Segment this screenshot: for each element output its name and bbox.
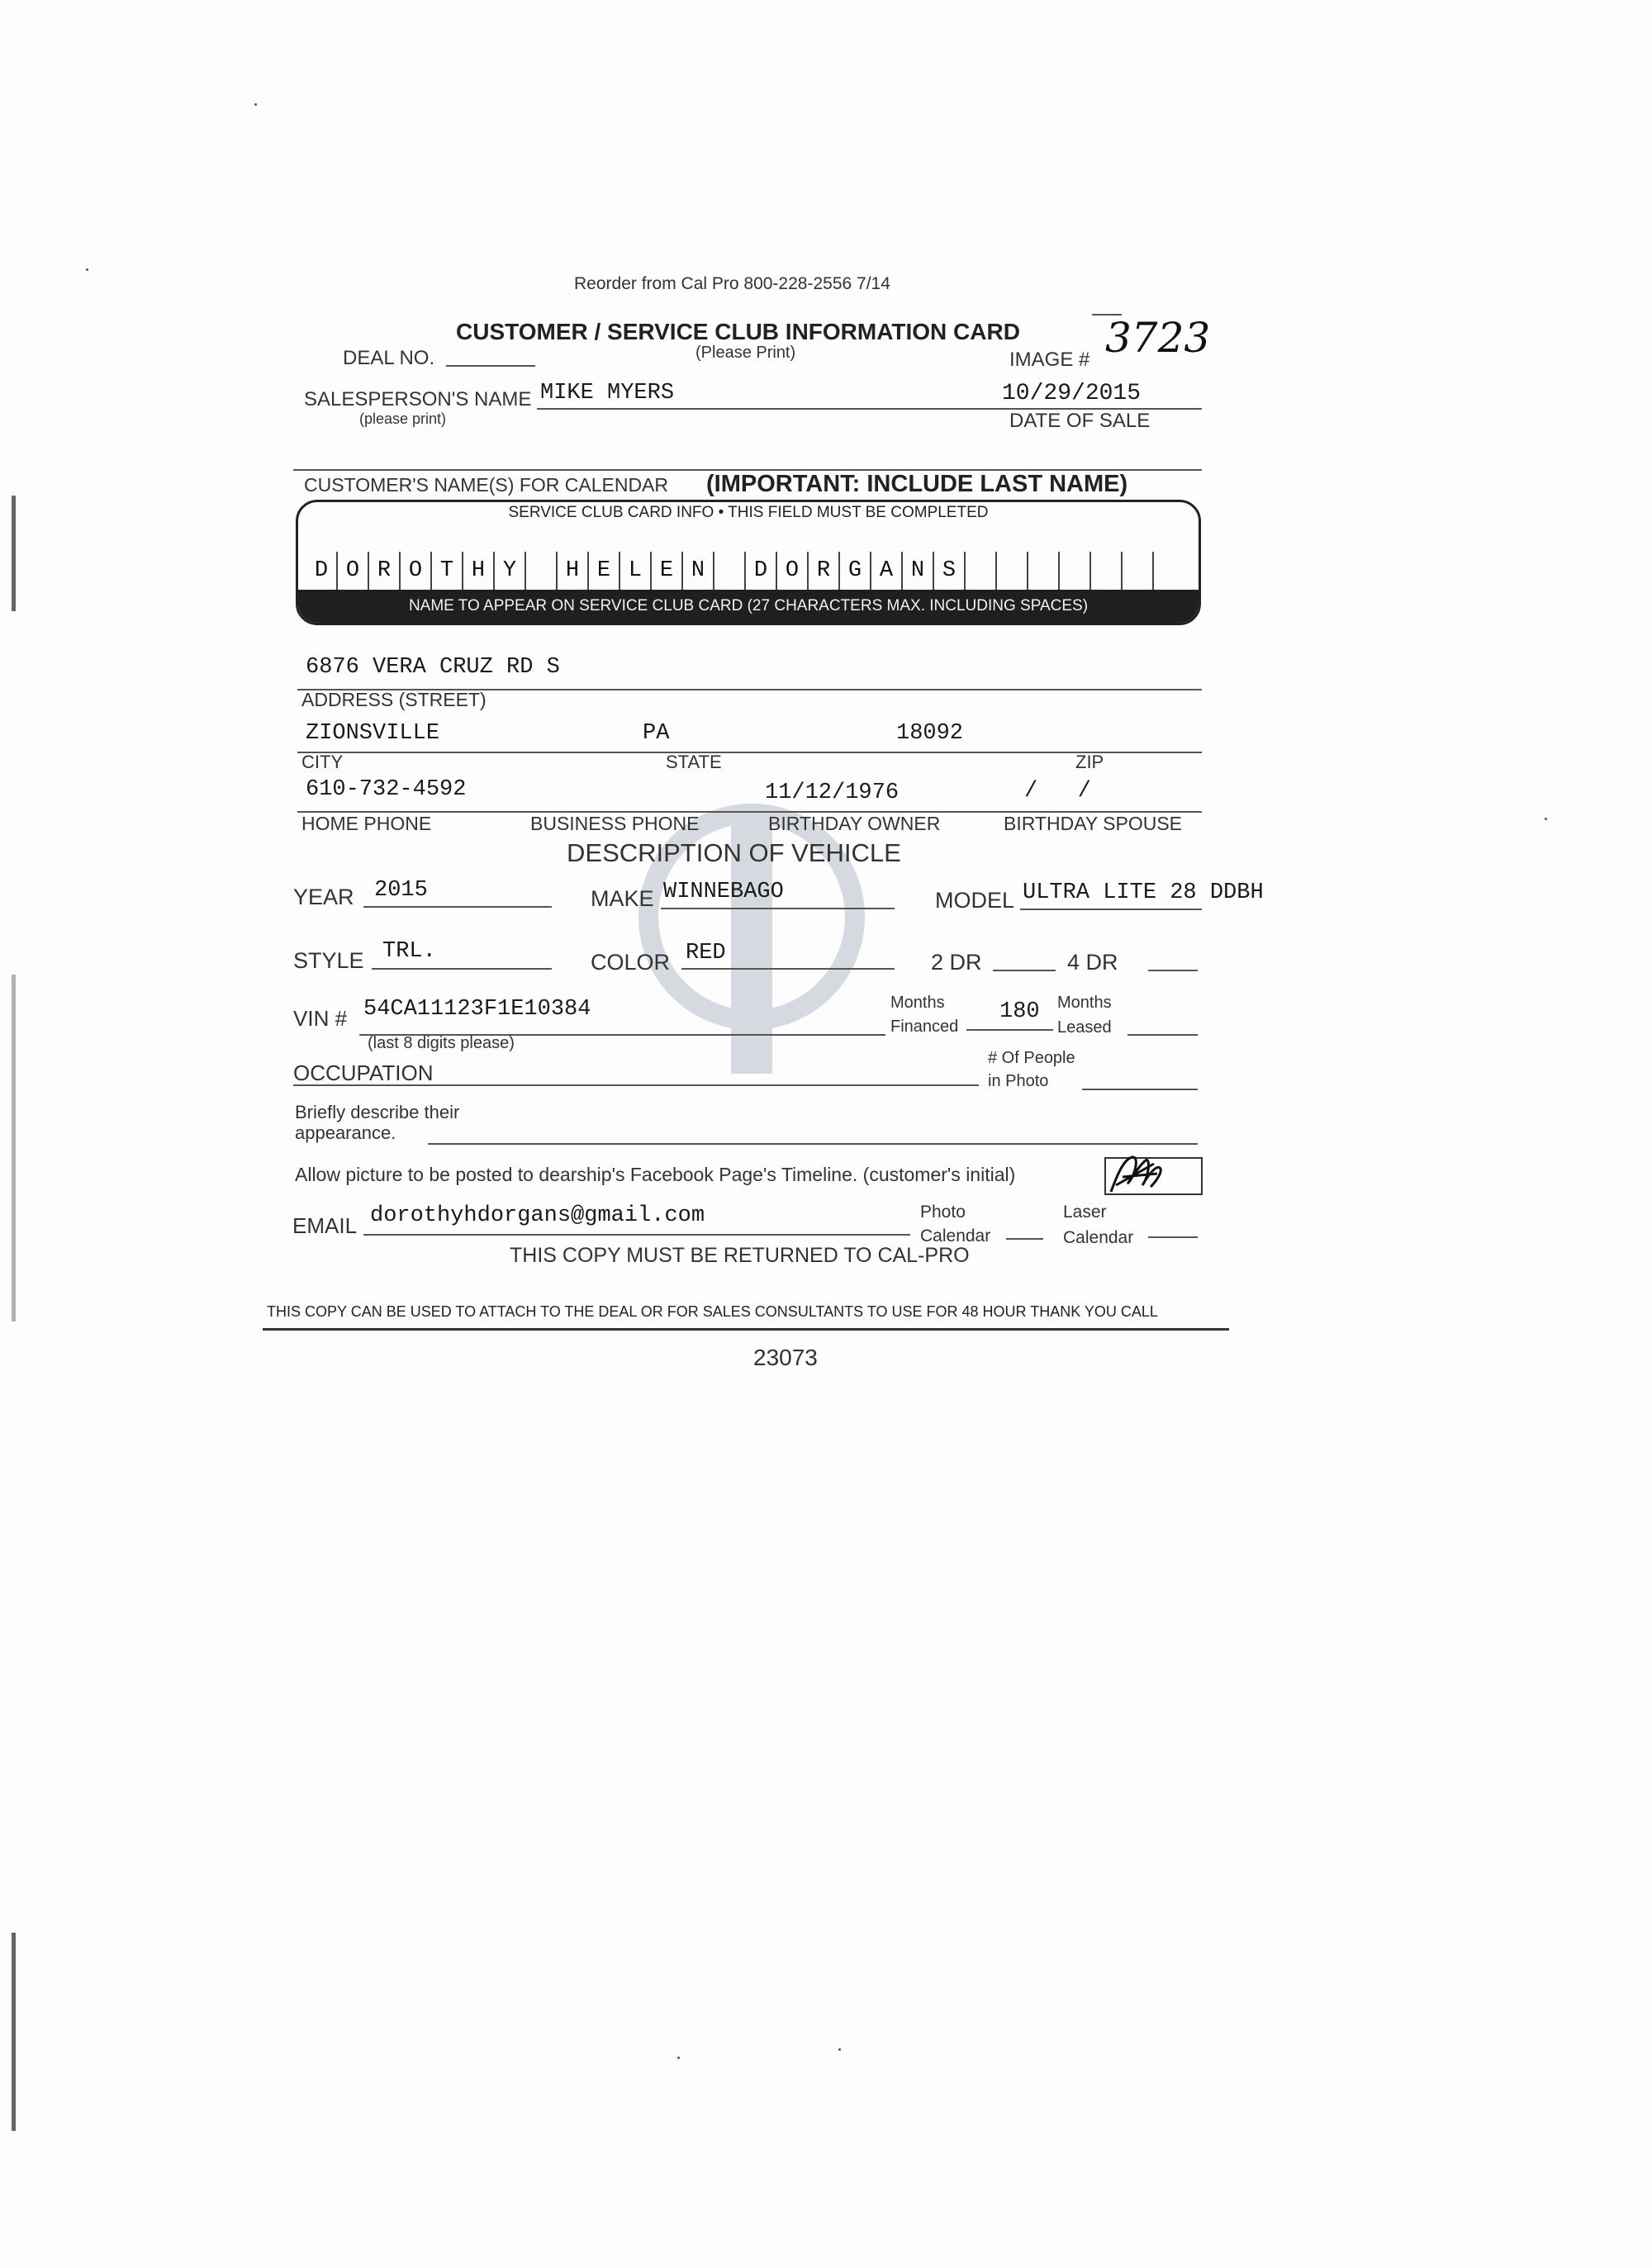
months-leased-field[interactable] [1127,1034,1198,1036]
service-club-info-label: SERVICE CLUB CARD INFO • THIS FIELD MUST BE COMPLETED [508,504,989,521]
please-print-note: (Please Print) [695,344,796,362]
model-field[interactable] [1020,909,1202,910]
card-name-char-row[interactable] [306,552,1154,590]
card-name-char-box[interactable]: D [306,552,338,590]
initial-signature-icon [1099,1149,1194,1198]
email-label: EMAIL [292,1213,358,1238]
card-name-char-box[interactable]: O [338,552,369,590]
street-address: 6876 VERA CRUZ RD S [306,655,560,680]
card-name-char-box[interactable]: O [777,552,809,590]
card-name-char-box[interactable] [1091,552,1123,590]
appearance-label-1: Briefly describe their [295,1102,460,1122]
four-door-field[interactable] [1148,970,1198,971]
form-number: 23073 [753,1345,818,1370]
card-caption-band [298,590,1199,623]
card-name-char-box[interactable]: N [683,552,714,590]
card-name-char-box[interactable]: Y [495,552,526,590]
email-field[interactable] [363,1234,910,1236]
scan-speck [86,268,88,271]
people-in-photo-label-2: in Photo [988,1072,1049,1090]
card-name-char-box[interactable]: R [369,552,401,590]
state: PA [643,721,670,746]
return-note: THIS COPY MUST BE RETURNED TO CAL-PRO [510,1244,970,1267]
photo-calendar-label-2: Calendar [920,1227,991,1246]
card-name-char-box[interactable] [966,552,997,590]
vin-note: (last 8 digits please) [368,1034,515,1052]
card-name-char-box[interactable]: A [871,552,903,590]
scan-speck [1545,818,1547,820]
make-label: MAKE [591,886,654,911]
year-value: 2015 [374,878,428,903]
color-field[interactable] [681,968,895,970]
appearance-field[interactable] [428,1143,1198,1145]
card-name-char-box[interactable]: R [809,552,840,590]
months-leased-label-1: Months [1057,994,1112,1012]
color-value: RED [686,941,726,966]
months-financed-label-2: Financed [890,1018,959,1036]
customer-names-label: CUSTOMER'S NAME(S) FOR CALENDAR [304,474,669,496]
scan-speck [677,2057,680,2059]
card-name-char-box[interactable]: E [652,552,683,590]
style-field[interactable] [372,968,552,970]
state-label: STATE [666,752,722,772]
scan-edge-mark [12,496,16,611]
card-name-char-box[interactable]: G [840,552,871,590]
image-number: 3723 [1105,314,1211,362]
salesperson-sublabel: (please print) [359,410,447,427]
two-door-field[interactable] [993,970,1056,971]
birthday-owner: 11/12/1976 [765,781,900,805]
zip: 18092 [896,721,964,746]
year-field[interactable] [363,906,552,908]
vin-label: VIN # [293,1006,348,1031]
months-financed-label-1: Months [890,994,945,1012]
date-of-sale: 10/29/2015 [1002,381,1142,406]
photo-calendar-field[interactable] [1006,1238,1043,1240]
birthday-spouse-label: BIRTHDAY SPOUSE [1004,813,1183,834]
deal-no-label: DEAL NO. [343,347,435,369]
card-name-char-box[interactable] [714,552,746,590]
birthday-spouse: / / [1024,779,1092,804]
home-phone: 610-732-4592 [306,777,467,802]
footer-rule [263,1328,1229,1331]
business-phone-label: BUSINESS PHONE [530,813,700,834]
card-name-char-box[interactable]: T [432,552,463,590]
service-club-card-box [296,500,1201,625]
street-label: ADDRESS (STREET) [301,689,487,710]
laser-calendar-label-1: Laser [1063,1203,1107,1222]
reorder-line: Reorder from Cal Pro 800-228-2556 7/14 [574,274,890,293]
occupation-label: OCCUPATION [293,1060,434,1085]
facebook-permission-label: Allow picture to be posted to dearship's Facebook Page's Timeline. (customer's initial) [295,1164,1016,1185]
scan-edge-mark [12,1933,16,2131]
card-name-caption: NAME TO APPEAR ON SERVICE CLUB CARD (27 CHARACTERS MAX. INCLUDING SPACES) [408,597,1089,614]
card-name-char-box[interactable]: N [903,552,934,590]
zip-label: ZIP [1075,752,1104,772]
deal-no-field[interactable] [446,365,535,367]
style-label: STYLE [293,948,364,973]
appearance-label-2: appearance. [295,1122,396,1143]
card-name-char-box[interactable]: S [934,552,966,590]
laser-calendar-field[interactable] [1148,1236,1198,1238]
city: ZIONSVILLE [306,721,440,746]
year-label: YEAR [293,885,354,909]
occupation-field[interactable] [293,1084,979,1086]
people-in-photo-label-1: # Of People [988,1049,1075,1067]
salesperson-name: MIKE MYERS [540,381,675,406]
model-label: MODEL [935,888,1015,913]
card-name-char-box[interactable]: H [463,552,495,590]
card-name-char-box[interactable] [526,552,558,590]
card-name-char-box[interactable]: D [746,552,777,590]
photo-calendar-label-1: Photo [920,1203,966,1222]
salesperson-label: SALESPERSON'S NAME [304,388,532,410]
color-label: COLOR [591,950,671,975]
image-label: IMAGE # [1009,349,1090,371]
card-name-char-box[interactable] [997,552,1028,590]
model-value: ULTRA LITE 28 DDBH [1023,880,1264,905]
date-of-sale-label: DATE OF SALE [1009,410,1151,432]
home-phone-label: HOME PHONE [301,813,432,834]
scan-speck [838,2048,841,2051]
people-in-photo-field[interactable] [1082,1089,1198,1090]
card-name-char-box[interactable] [1028,552,1060,590]
laser-calendar-label-2: Calendar [1063,1228,1134,1247]
vin-value: 54CA11123F1E10384 [363,997,591,1022]
four-door-label: 4 DR [1067,950,1118,975]
city-label: CITY [301,752,344,772]
make-field[interactable] [661,908,895,909]
scan-edge-mark [12,975,16,1321]
card-name-char-box[interactable]: L [620,552,652,590]
customer-initial-box[interactable] [1104,1157,1203,1195]
birthday-owner-label: BIRTHDAY OWNER [768,813,941,834]
form-title: CUSTOMER / SERVICE CLUB INFORMATION CARD [456,319,1020,344]
style-value: TRL. [382,939,436,964]
scan-speck [254,103,257,106]
months-leased-label-2: Leased [1057,1018,1112,1037]
months-financed-field[interactable] [966,1029,1053,1031]
email-value: dorothyhdorgans@gmail.com [370,1203,705,1228]
months-financed-value: 180 [999,999,1040,1024]
footer-note: THIS COPY CAN BE USED TO ATTACH TO THE DEAL OR FOR SALES CONSULTANTS TO USE FOR 48 HOUR THANK YOU CALL [267,1303,1158,1320]
card-name-char-box[interactable] [1060,552,1091,590]
important-note: (IMPORTANT: INCLUDE LAST NAME) [706,471,1128,497]
card-name-char-box[interactable] [1123,552,1154,590]
card-name-char-box[interactable]: H [558,552,589,590]
two-door-label: 2 DR [931,950,982,975]
card-name-char-box[interactable]: O [401,552,432,590]
card-name-char-box[interactable]: E [589,552,620,590]
vehicle-heading: DESCRIPTION OF VEHICLE [567,838,901,867]
city-state-zip-field[interactable] [297,752,1202,753]
make-value: WINNEBAGO [663,880,784,904]
